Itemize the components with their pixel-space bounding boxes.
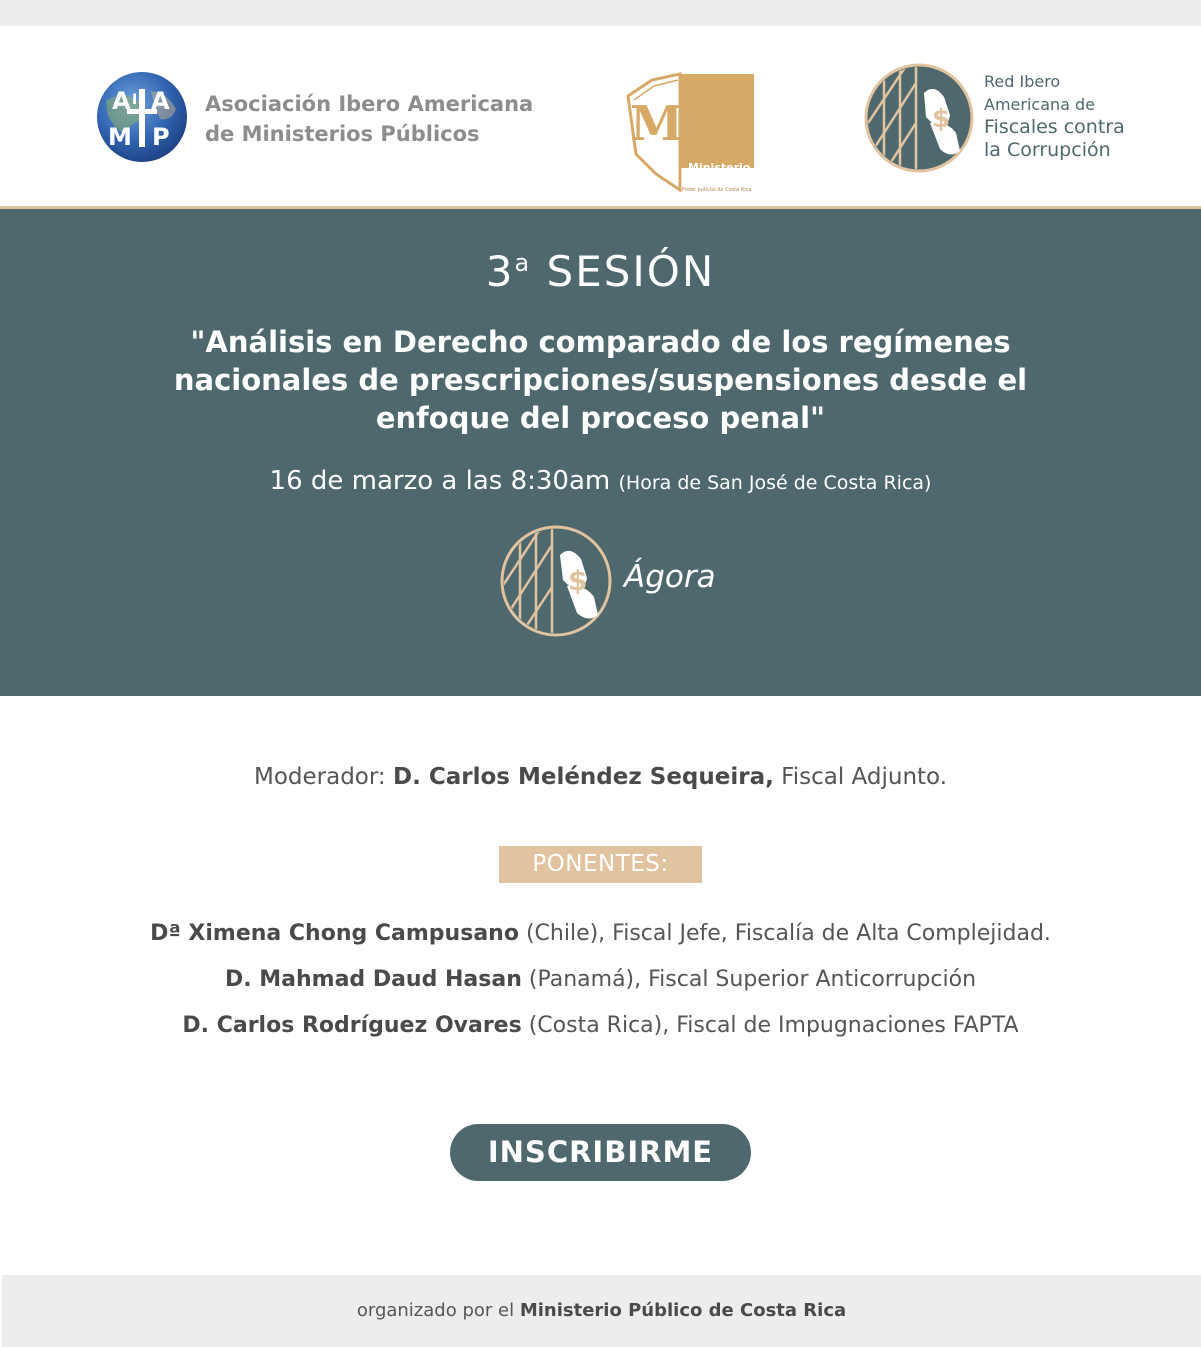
speaker-name: D. Mahmad Daud Hasan xyxy=(224,967,522,992)
session-timezone: (Hora de San José de Costa Rica) xyxy=(618,472,932,494)
speaker-detail: (Chile), Fiscal Jefe, Fiscalía de Alta Complejidad. xyxy=(525,921,1051,946)
session-datetime xyxy=(0,466,1201,496)
session-title xyxy=(150,323,1051,437)
session-number: 3 xyxy=(485,247,515,296)
aiamp-name xyxy=(205,89,533,149)
moderator-name: D. Carlos Meléndez Sequeira, xyxy=(393,764,774,790)
red-name-line1: Red Ibero xyxy=(984,72,1061,91)
aiamp-letter-i: I xyxy=(132,92,138,108)
aiamp-letter-a2: A xyxy=(151,87,170,115)
session-hero xyxy=(0,209,1201,696)
aiamp-name-line2: de Ministerios Públicos xyxy=(205,122,480,146)
speaker-detail: (Costa Rica), Fiscal de Impugnaciones FAPTA xyxy=(528,1013,1019,1038)
aiamp-letter-a1: A xyxy=(112,87,131,115)
moderator-role: Fiscal Adjunto. xyxy=(781,764,948,790)
speaker-detail: (Panamá), Fiscal Superior Anticorrupción xyxy=(528,967,977,992)
footer-organizer: Ministerio Público de Costa Rica xyxy=(519,1300,847,1321)
ponentes-badge: PONENTES: xyxy=(499,846,702,883)
aiamp-name-line1: Asociación Ibero Americana xyxy=(205,92,534,116)
red-name-line3: Fiscales contra xyxy=(984,116,1125,138)
session-ordinal: a xyxy=(514,249,532,277)
moderator-line xyxy=(0,764,1201,790)
top-bar xyxy=(0,0,1201,26)
footer-prefix: organizado por el xyxy=(356,1300,515,1321)
moderator-label: Moderador: xyxy=(253,764,386,790)
agora-emblem-icon xyxy=(498,523,614,639)
agora-logo xyxy=(498,523,738,639)
mp-logo-letters: MP xyxy=(630,96,720,152)
red-name-line2: Americana de xyxy=(984,95,1096,114)
speaker-item xyxy=(0,967,1201,992)
session-title-line3: enfoque del proceso penal" xyxy=(375,401,826,435)
speaker-item xyxy=(0,1013,1201,1038)
footer xyxy=(2,1275,1201,1347)
mp-logo-line3: Poder Judicial de Costa Rica xyxy=(682,187,752,193)
session-title-line2: nacionales de prescripciones/suspensiones desde el xyxy=(173,363,1028,397)
aiamp-letter-m: M xyxy=(108,123,132,151)
speaker-name: D. Carlos Rodríguez Ovares xyxy=(182,1013,522,1038)
agora-label: Ágora xyxy=(624,559,716,595)
mp-logo-line1: Ministerio xyxy=(688,161,751,174)
svg-text:$: $ xyxy=(568,564,588,597)
red-name-line4: la Corrupción xyxy=(984,139,1111,161)
aiamp-logo xyxy=(96,71,188,163)
ministerio-publico-logo xyxy=(622,70,756,194)
svg-text:$: $ xyxy=(932,104,951,134)
register-button[interactable]: INSCRIBIRME xyxy=(450,1124,751,1181)
session-heading xyxy=(0,247,1201,296)
red-fiscales-logo xyxy=(864,63,974,173)
session-word: SESIÓN xyxy=(546,247,716,296)
session-title-line1: "Análisis en Derecho comparado de los regímenes xyxy=(190,325,1011,359)
mp-logo-line2: Público xyxy=(688,172,734,185)
aiamp-letter-p: P xyxy=(152,123,170,151)
speaker-name: Dª Ximena Chong Campusano xyxy=(150,921,519,946)
session-date: 16 de marzo a las 8:30am xyxy=(269,466,611,496)
speaker-item xyxy=(0,921,1201,946)
logo-header xyxy=(0,26,1201,206)
red-fiscales-name xyxy=(984,70,1125,162)
